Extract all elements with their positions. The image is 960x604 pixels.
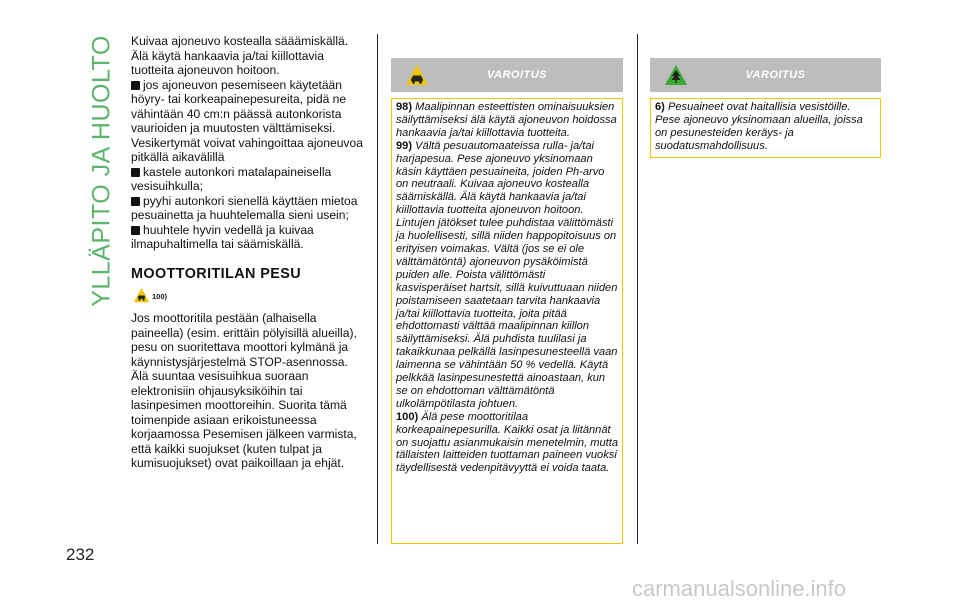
bullet-icon (131, 168, 140, 177)
bullet-icon (131, 226, 140, 235)
warning-reference (131, 287, 364, 307)
warning-item: 100) Älä pese moottoritilaa korkeapainepesurilla. Kaikki osat ja liitännät on suojattu asianmukaisin menetelmin, mutta tällaisten laitteiden tuottaman paineen vuoksi täydellisestä vedenpitävyyttä ei voida taata. (396, 410, 618, 475)
warning-header (391, 58, 623, 92)
warning-body (650, 98, 881, 158)
watermark: carmanualsonline.info (632, 576, 847, 601)
bullet-item: pyyhi autonkori sienellä käyttäen mietoa pesuainetta ja huuhtelemalla sieni usein; (131, 193, 358, 222)
column-divider (637, 34, 638, 544)
car-warning-icon (133, 287, 150, 304)
sidebar-chapter-title: YLLÄPITO JA HUOLTO (87, 34, 116, 307)
warning-title: VAROITUS (486, 69, 548, 81)
bullet-item: jos ajoneuvon pesemiseen käytetään höyry- tai korkeapainepesureita, pidä ne vähintään 40 cm:n päässä autonkorista vaurioiden ja muutosten välttämiseksi. Vesikertymät voivat vahingoittaa ajoneuvoa pitkällä aikavälillä (131, 77, 363, 164)
warning-item: 98) Maalipinnan esteettisten ominaisuuksien säilyttämiseksi älä käytä ajoneuvon hoidossa hankaavia ja/tai kiillottavia tuotteita. (396, 101, 617, 139)
warning-box-car (391, 58, 623, 548)
main-text-column (131, 34, 364, 471)
warning-item: 99) Vältä pesuautomaateissa rulla- ja/tai harjapesua. Pese ajoneuvo yksinomaan käsin käyttäen pesuaineita, joiden Ph-arvo on neutraali. Kuivaa ajoneuvo kostealla säämiskällä. Älä käytä hankaavia ja/tai kiillottavia tuotteita ajoneuvon hoitoon. Lintujen jätökset tulee puhdistaa välittömästi ja huolellisesti, sillä niiden happopitoisuus on erityisen voimakas. Vältä (jos se ei ole välttämätöntä) ajoneuvon pysäköimistä puiden alle. Poista välittömästi kasvisperäiset hartsit, sillä kuivuttuaan niiden poistamiseen saatetaan tarvita hankaavia ja/tai kiillottavia tuotteita, joita pitää ehdottomasti välttää maalipinnan kiillon säilyttämiseksi. Älä puhdista tuulilasi ja takaikkunaa pelkällä lasinpesunesteellä vaan laimenna se vähintään 50 % vedellä. Käytä pelkkää lasinpesunestettä ainoastaan, kun se on ehdottoman välttämätöntä ulkolämpötilasta johtuen. (396, 139, 618, 410)
bullet-item: huuhtele hyvin vedellä ja kuivaa ilmapuhaltimella tai säämiskällä. (131, 222, 314, 251)
intro-paragraph: Kuivaa ajoneuvo kostealla sääämiskällä. Älä käytä hankaavia ja/tai kiillottavia tuotteita ajoneuvon hoitoon. (131, 34, 349, 77)
section-paragraph: Jos moottoritila pestään (alhaisella paineella) (esim. erittäin pölyisillä alueilla), pesu on suoritettava moottori kylmänä ja käynnistysjärjestelmä STOP-asennossa. Älä suuntaa vesisuihkua suoraan elektronisiin ohjausyksiköihin tai lasinpesimen moottoreihin. Suorita tämä toimenpide asiaan erikoistuneessa korjaamossa Pesemisen jälkeen varmista, että kaikki suojukset (kuten tulpat ja kumisuojukset) ovat paikoillaan ja ehjät. (131, 311, 357, 470)
warning-item: 6) Pesuaineet ovat haitallisia vesistöille. Pese ajoneuvo yksinomaan alueilla, joissa on pesunesteiden keräys- ja suodatusmahdollisuus. (655, 101, 863, 152)
section-heading: MOOTTORITILAN PESU (131, 265, 302, 282)
bullet-icon (131, 81, 140, 90)
warning-header (650, 58, 881, 92)
column-divider (377, 34, 378, 544)
warning-box-environment (650, 58, 881, 168)
warning-title: VAROITUS (745, 69, 806, 81)
bullet-icon (131, 197, 140, 206)
page-number: 232 (66, 545, 95, 564)
bullet-item: kastele autonkori matalapaineisella vesisuihkulla; (131, 164, 332, 193)
reference-number: 100) (152, 292, 168, 301)
warning-body (391, 98, 623, 544)
